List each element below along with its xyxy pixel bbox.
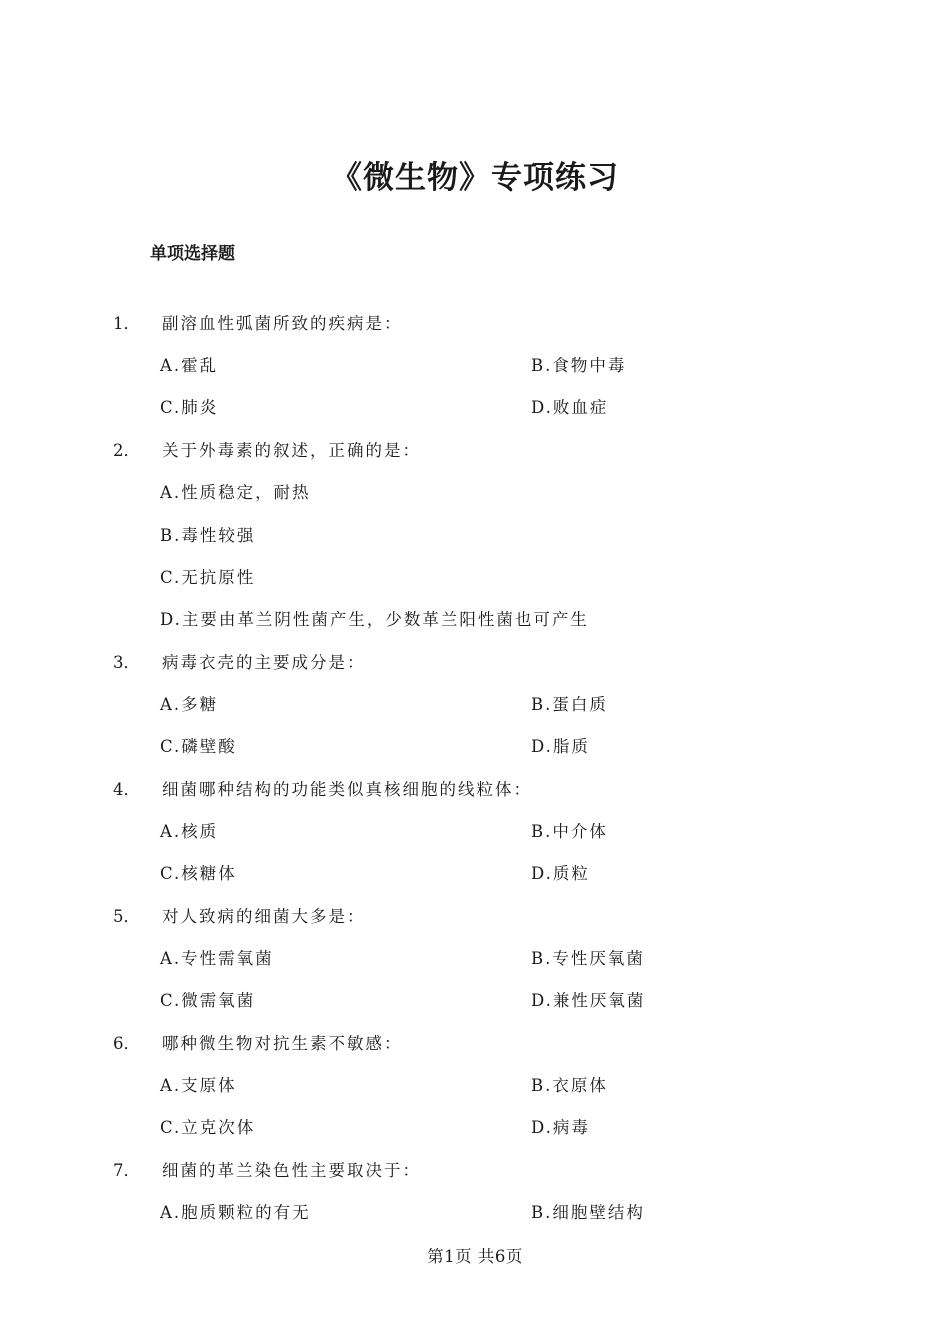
question-text: 细菌的革兰染色性主要取决于： bbox=[162, 1161, 421, 1180]
option-b: B.毒性较强 bbox=[160, 526, 256, 545]
option-c: C.立克次体 bbox=[160, 1118, 256, 1137]
option-b: B.专性厌氧菌 bbox=[531, 949, 645, 968]
question-text: 副溶血性弧菌所致的疾病是： bbox=[162, 314, 403, 333]
option-a: A.性质稳定，耐热 bbox=[160, 483, 311, 502]
option-d: D.质粒 bbox=[531, 864, 590, 883]
option-d: D.脂质 bbox=[531, 737, 590, 756]
question-text: 对人致病的细菌大多是： bbox=[162, 907, 366, 926]
option-c: C.肺炎 bbox=[160, 398, 219, 417]
option-a: A.多糖 bbox=[160, 695, 219, 714]
option-d: D.兼性厌氧菌 bbox=[531, 991, 646, 1010]
question-text: 哪种微生物对抗生素不敏感： bbox=[162, 1034, 403, 1053]
section-heading: 单项选择题 bbox=[150, 244, 235, 264]
question-number: 3． bbox=[113, 653, 140, 672]
option-a: A.核质 bbox=[160, 822, 219, 841]
option-a: A.专性需氧菌 bbox=[160, 949, 274, 968]
option-d: D.败血症 bbox=[531, 398, 609, 417]
option-d: D.病毒 bbox=[531, 1118, 590, 1137]
question-number: 6． bbox=[113, 1034, 140, 1053]
option-a: A.胞质颗粒的有无 bbox=[160, 1203, 311, 1222]
page-footer: 第1页 共6页 bbox=[427, 1247, 523, 1266]
option-c: C.无抗原性 bbox=[160, 568, 256, 587]
option-b: B.细胞壁结构 bbox=[531, 1203, 645, 1222]
option-c: C.磷壁酸 bbox=[160, 737, 237, 756]
option-a: A.霍乱 bbox=[160, 356, 219, 375]
option-b: B.中介体 bbox=[531, 822, 608, 841]
question-number: 7． bbox=[113, 1161, 140, 1180]
question-text: 细菌哪种结构的功能类似真核细胞的线粒体： bbox=[162, 780, 532, 799]
question-number: 1． bbox=[113, 314, 140, 333]
option-a: A.支原体 bbox=[160, 1076, 237, 1095]
option-d: D.主要由革兰阴性菌产生，少数革兰阳性菌也可产生 bbox=[160, 610, 589, 629]
question-text: 病毒衣壳的主要成分是： bbox=[162, 653, 366, 672]
option-c: C.核糖体 bbox=[160, 864, 237, 883]
question-text: 关于外毒素的叙述，正确的是： bbox=[162, 441, 421, 460]
question-number: 4． bbox=[113, 780, 140, 799]
option-b: B.衣原体 bbox=[531, 1076, 608, 1095]
question-number: 5． bbox=[113, 907, 140, 926]
option-c: C.微需氧菌 bbox=[160, 991, 256, 1010]
question-number: 2． bbox=[113, 441, 140, 460]
page-title: 《微生物》专项练习 bbox=[331, 160, 619, 196]
option-b: B.食物中毒 bbox=[531, 356, 627, 375]
option-b: B.蛋白质 bbox=[531, 695, 608, 714]
